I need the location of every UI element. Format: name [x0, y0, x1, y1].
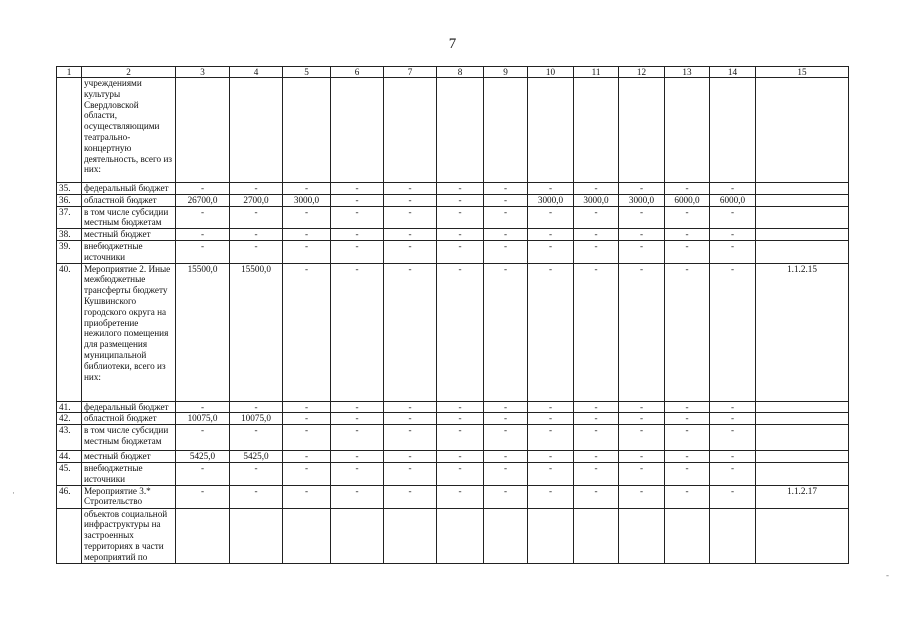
value-cell: -	[176, 485, 230, 508]
value-cell: 6000,0	[665, 194, 710, 206]
value-cell: -	[437, 485, 484, 508]
target-code	[756, 401, 849, 413]
row-number: 36.	[57, 194, 82, 206]
value-cell: -	[528, 206, 574, 229]
row-number: 39.	[57, 240, 82, 263]
table-row	[57, 485, 849, 508]
value-cell: 5425,0	[176, 451, 230, 463]
value-cell: -	[331, 451, 384, 463]
value-cell	[283, 78, 331, 183]
value-cell: -	[283, 206, 331, 229]
value-cell: -	[484, 451, 528, 463]
value-cell: -	[528, 263, 574, 401]
value-cell: -	[710, 425, 756, 451]
value-cell: -	[437, 462, 484, 485]
table-row	[57, 413, 849, 425]
column-number: 14	[710, 67, 756, 78]
column-number-row	[57, 67, 849, 78]
row-number: 41.	[57, 401, 82, 413]
value-cell	[574, 78, 619, 183]
margin-mark: ·	[12, 488, 15, 498]
table-row	[57, 451, 849, 463]
column-number: 9	[484, 67, 528, 78]
target-code	[756, 462, 849, 485]
table-row	[57, 206, 849, 229]
target-code	[756, 451, 849, 463]
value-cell: -	[619, 485, 665, 508]
value-cell: -	[283, 183, 331, 195]
row-name: областной бюджет	[82, 413, 176, 425]
value-cell	[437, 508, 484, 563]
target-code	[756, 78, 849, 183]
value-cell: -	[710, 413, 756, 425]
value-cell: -	[619, 413, 665, 425]
value-cell: -	[665, 413, 710, 425]
value-cell: -	[230, 462, 283, 485]
value-cell: -	[528, 401, 574, 413]
value-cell: -	[176, 462, 230, 485]
value-cell: -	[710, 485, 756, 508]
value-cell: -	[384, 229, 437, 241]
value-cell: -	[176, 401, 230, 413]
value-cell: -	[484, 462, 528, 485]
row-name: областной бюджет	[82, 194, 176, 206]
value-cell: -	[437, 451, 484, 463]
value-cell: -	[665, 263, 710, 401]
column-number: 8	[437, 67, 484, 78]
value-cell: 3000,0	[574, 194, 619, 206]
value-cell: -	[384, 451, 437, 463]
value-cell: -	[331, 413, 384, 425]
value-cell: 10075,0	[176, 413, 230, 425]
value-cell: -	[574, 462, 619, 485]
value-cell: -	[437, 183, 484, 195]
target-code	[756, 229, 849, 241]
value-cell: 5425,0	[230, 451, 283, 463]
target-code	[756, 413, 849, 425]
table-row	[57, 183, 849, 195]
value-cell: 3000,0	[283, 194, 331, 206]
target-code: 1.1.2.15	[756, 263, 849, 401]
value-cell: -	[331, 206, 384, 229]
row-name: федеральный бюджет	[82, 401, 176, 413]
value-cell: -	[384, 263, 437, 401]
value-cell: -	[710, 206, 756, 229]
value-cell: -	[331, 229, 384, 241]
value-cell	[331, 508, 384, 563]
value-cell: -	[574, 183, 619, 195]
value-cell: -	[283, 229, 331, 241]
value-cell	[230, 508, 283, 563]
value-cell	[619, 508, 665, 563]
value-cell: -	[484, 425, 528, 451]
value-cell: 6000,0	[710, 194, 756, 206]
value-cell: -	[230, 206, 283, 229]
value-cell	[384, 508, 437, 563]
row-number: 43.	[57, 425, 82, 451]
value-cell: -	[176, 183, 230, 195]
value-cell: -	[574, 240, 619, 263]
value-cell: -	[528, 240, 574, 263]
value-cell	[176, 78, 230, 183]
column-number: 12	[619, 67, 665, 78]
value-cell	[528, 78, 574, 183]
column-number: 5	[283, 67, 331, 78]
value-cell: 3000,0	[528, 194, 574, 206]
value-cell: -	[283, 413, 331, 425]
value-cell: -	[331, 240, 384, 263]
row-number: 35.	[57, 183, 82, 195]
value-cell: 15500,0	[176, 263, 230, 401]
row-name: Мероприятие 3.* Строительство	[82, 485, 176, 508]
table-row	[57, 263, 849, 401]
value-cell: -	[574, 206, 619, 229]
column-number: 4	[230, 67, 283, 78]
row-name: внебюджетные источники	[82, 462, 176, 485]
value-cell: -	[437, 240, 484, 263]
value-cell: -	[484, 206, 528, 229]
value-cell: -	[176, 240, 230, 263]
value-cell: -	[710, 183, 756, 195]
target-code	[756, 194, 849, 206]
row-name: в том числе субсидии местным бюджетам	[82, 206, 176, 229]
value-cell: -	[710, 462, 756, 485]
value-cell: -	[574, 401, 619, 413]
value-cell: -	[574, 263, 619, 401]
row-name: местный бюджет	[82, 229, 176, 241]
row-number: 40.	[57, 263, 82, 401]
value-cell: -	[484, 263, 528, 401]
value-cell	[437, 78, 484, 183]
value-cell: 2700,0	[230, 194, 283, 206]
value-cell: -	[665, 425, 710, 451]
target-code	[756, 425, 849, 451]
row-number	[57, 78, 82, 183]
value-cell: -	[437, 229, 484, 241]
value-cell: -	[484, 401, 528, 413]
row-name: местный бюджет	[82, 451, 176, 463]
value-cell	[484, 78, 528, 183]
row-number	[57, 508, 82, 563]
value-cell	[384, 78, 437, 183]
value-cell: -	[665, 229, 710, 241]
value-cell: -	[665, 401, 710, 413]
value-cell: -	[176, 229, 230, 241]
value-cell	[574, 508, 619, 563]
column-number: 15	[756, 67, 849, 78]
value-cell: -	[283, 451, 331, 463]
value-cell: -	[665, 485, 710, 508]
column-number: 6	[331, 67, 384, 78]
value-cell: -	[283, 401, 331, 413]
value-cell: -	[665, 183, 710, 195]
value-cell: -	[176, 206, 230, 229]
value-cell	[665, 508, 710, 563]
column-number: 1	[57, 67, 82, 78]
value-cell: -	[437, 401, 484, 413]
value-cell	[710, 78, 756, 183]
value-cell: -	[283, 240, 331, 263]
row-name: внебюджетные источники	[82, 240, 176, 263]
value-cell: -	[710, 263, 756, 401]
value-cell: -	[574, 425, 619, 451]
value-cell: -	[665, 240, 710, 263]
value-cell: -	[384, 183, 437, 195]
value-cell: -	[619, 462, 665, 485]
column-number: 11	[574, 67, 619, 78]
value-cell: -	[619, 206, 665, 229]
value-cell: -	[528, 183, 574, 195]
value-cell	[710, 508, 756, 563]
value-cell: -	[384, 206, 437, 229]
target-code	[756, 508, 849, 563]
row-number: 42.	[57, 413, 82, 425]
row-number: 46.	[57, 485, 82, 508]
value-cell: -	[484, 183, 528, 195]
value-cell: -	[484, 240, 528, 263]
value-cell: -	[437, 425, 484, 451]
column-number: 13	[665, 67, 710, 78]
value-cell: -	[437, 206, 484, 229]
value-cell: 10075,0	[230, 413, 283, 425]
table-row	[57, 508, 849, 563]
value-cell: -	[619, 229, 665, 241]
value-cell: -	[710, 451, 756, 463]
table-row	[57, 78, 849, 183]
value-cell: -	[619, 183, 665, 195]
row-name: объектов социальной инфраструктуры на застроенных территориях в части мероприятий по	[82, 508, 176, 563]
value-cell: -	[384, 485, 437, 508]
value-cell: -	[437, 413, 484, 425]
value-cell: -	[574, 413, 619, 425]
value-cell: -	[710, 401, 756, 413]
value-cell: -	[331, 425, 384, 451]
row-number: 44.	[57, 451, 82, 463]
value-cell: -	[230, 401, 283, 413]
target-code: 1.1.2.17	[756, 485, 849, 508]
value-cell	[528, 508, 574, 563]
value-cell: -	[437, 194, 484, 206]
value-cell: -	[619, 240, 665, 263]
value-cell: 15500,0	[230, 263, 283, 401]
value-cell: -	[528, 413, 574, 425]
value-cell: -	[484, 485, 528, 508]
value-cell: -	[384, 240, 437, 263]
value-cell: -	[283, 425, 331, 451]
value-cell: -	[528, 462, 574, 485]
table-row	[57, 401, 849, 413]
value-cell: -	[230, 229, 283, 241]
row-name: федеральный бюджет	[82, 183, 176, 195]
value-cell: -	[528, 425, 574, 451]
value-cell: -	[331, 194, 384, 206]
row-name: Мероприятие 2. Иные межбюджетные трансферты бюджету Кушвинского городского округа на приобретение нежилого помещения для размещения муниципальной библиотеки, всего из них:	[82, 263, 176, 401]
value-cell: -	[484, 194, 528, 206]
table-row	[57, 462, 849, 485]
value-cell: -	[619, 425, 665, 451]
table-row	[57, 240, 849, 263]
value-cell: -	[283, 263, 331, 401]
value-cell	[230, 78, 283, 183]
value-cell: -	[619, 263, 665, 401]
value-cell: -	[528, 485, 574, 508]
value-cell	[619, 78, 665, 183]
budget-table	[56, 66, 849, 564]
value-cell: -	[619, 451, 665, 463]
value-cell: -	[710, 240, 756, 263]
value-cell	[665, 78, 710, 183]
value-cell: -	[665, 451, 710, 463]
value-cell: 3000,0	[619, 194, 665, 206]
row-number: 38.	[57, 229, 82, 241]
value-cell: -	[665, 462, 710, 485]
table-row	[57, 229, 849, 241]
margin-mark: -	[886, 570, 889, 580]
value-cell: -	[283, 462, 331, 485]
target-code	[756, 240, 849, 263]
row-number: 37.	[57, 206, 82, 229]
value-cell: -	[528, 451, 574, 463]
value-cell: -	[384, 401, 437, 413]
value-cell: -	[230, 183, 283, 195]
value-cell: -	[384, 194, 437, 206]
value-cell: -	[384, 413, 437, 425]
value-cell: -	[230, 240, 283, 263]
value-cell: -	[331, 401, 384, 413]
target-code	[756, 183, 849, 195]
value-cell	[331, 78, 384, 183]
table-row	[57, 194, 849, 206]
value-cell: -	[384, 425, 437, 451]
value-cell: -	[230, 485, 283, 508]
value-cell: -	[384, 462, 437, 485]
value-cell: -	[528, 229, 574, 241]
row-number: 45.	[57, 462, 82, 485]
value-cell	[283, 508, 331, 563]
value-cell: -	[331, 183, 384, 195]
value-cell: -	[710, 229, 756, 241]
row-name: в том числе субсидии местным бюджетам	[82, 425, 176, 451]
value-cell: -	[484, 229, 528, 241]
target-code	[756, 206, 849, 229]
value-cell: -	[574, 229, 619, 241]
value-cell: -	[619, 401, 665, 413]
value-cell: 26700,0	[176, 194, 230, 206]
value-cell: -	[283, 485, 331, 508]
value-cell: -	[484, 413, 528, 425]
value-cell	[176, 508, 230, 563]
value-cell: -	[331, 485, 384, 508]
page-number: 7	[448, 36, 457, 52]
column-number: 2	[82, 67, 176, 78]
column-number: 10	[528, 67, 574, 78]
value-cell: -	[574, 451, 619, 463]
value-cell: -	[331, 462, 384, 485]
value-cell: -	[437, 263, 484, 401]
row-name: учреждениями культуры Свердловской области, осуществляющими театрально-концертную деятельность, всего из них:	[82, 78, 176, 183]
column-number: 7	[384, 67, 437, 78]
value-cell: -	[665, 206, 710, 229]
table-row	[57, 425, 849, 451]
column-number: 3	[176, 67, 230, 78]
value-cell: -	[574, 485, 619, 508]
value-cell	[484, 508, 528, 563]
value-cell: -	[176, 425, 230, 451]
value-cell: -	[331, 263, 384, 401]
value-cell: -	[230, 425, 283, 451]
